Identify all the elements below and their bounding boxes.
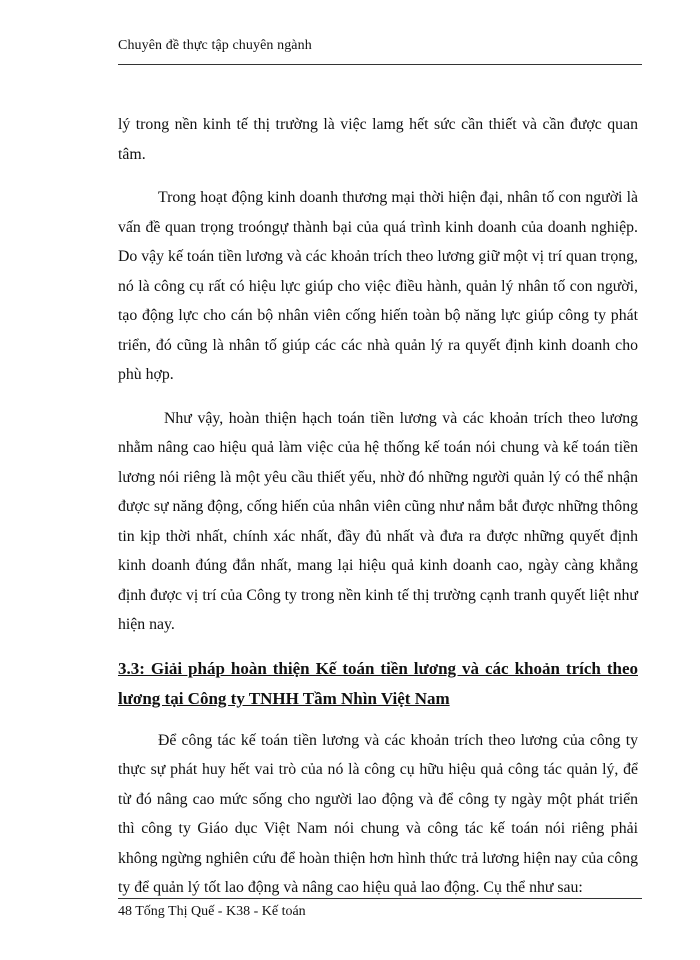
page-footer: 48 Tống Thị Quế - K38 - Kế toán [118,904,306,919]
section-heading: 3.3: Giải pháp hoàn thiện Kế toán tiền lương và các khoản trích theo lương tại Công ty TNHH Tầm Nhìn Việt Nam [118,658,638,708]
document-body [118,110,638,903]
footer-divider [118,898,642,899]
paragraph-continuation: lý trong nền kinh tế thị trường là việc lamg hết sức cần thiết và cần được quan tâm. [118,116,638,163]
paragraph-solution-intro: Để công tác kế toán tiền lương và các khoản trích theo lương của công ty thực sự phát huy hết vai trò của nó là công cụ hữu hiệu quả công tác quản lý, để từ đó nâng cao mức sống cho người lao động và để công ty ngày một phát triển thì công ty Giáo dục Việt Nam nói chung và công tác kế toán nói riêng phải không ngừng nghiên cứu để hoàn thiện hơn hình thức trả lương hiện nay của công ty để quản lý tốt lao động và nâng cao hiệu quả lao động. Cụ thể như sau: [118,731,638,896]
page-header: Chuyên đề thực tập chuyên ngành [118,38,312,53]
paragraph-human-factor: Trong hoạt động kinh doanh thương mại thời hiện đại, nhân tố con người là vấn đề quan trọng troóngự thành bại của quá trình kinh doanh của doanh nghiệp. Do vậy kế toán tiền lương và các khoản trích theo lương giữ một vị trí quan trọng, nó là công cụ rất có hiệu lực giúp cho việc điều hành, quản lý nhân tố con người, tạo động lực cho cán bộ nhân viên cống hiến toàn bộ năng lực giúp công ty phát triển, đó cũng là nhân tố giúp các các nhà quản lý ra quyết định kinh doanh cho phù hợp. [118,189,638,383]
paragraph-conclusion: Như vậy, hoàn thiện hạch toán tiền lương và các khoản trích theo lương nhằm nâng cao hiệu quả làm việc của hệ thống kế toán nói chung và kế toán tiền lương nói riêng là một yêu cầu thiết yếu, nhờ đó những người quản lý có thể nhận được sự năng động, cống hiến của nhân viên cũng như nắm bắt được những thông tin kịp thời nhất, chính xác nhất, đầy đủ nhất và đưa ra được những quyết định kinh doanh đúng đắn nhất, mang lại hiệu quả kinh doanh cao, ngày càng khẳng định được vị trí của Công ty trong nền kinh tế thị trường cạnh tranh quyết liệt như hiện nay. [118,409,638,633]
header-divider [118,64,642,65]
